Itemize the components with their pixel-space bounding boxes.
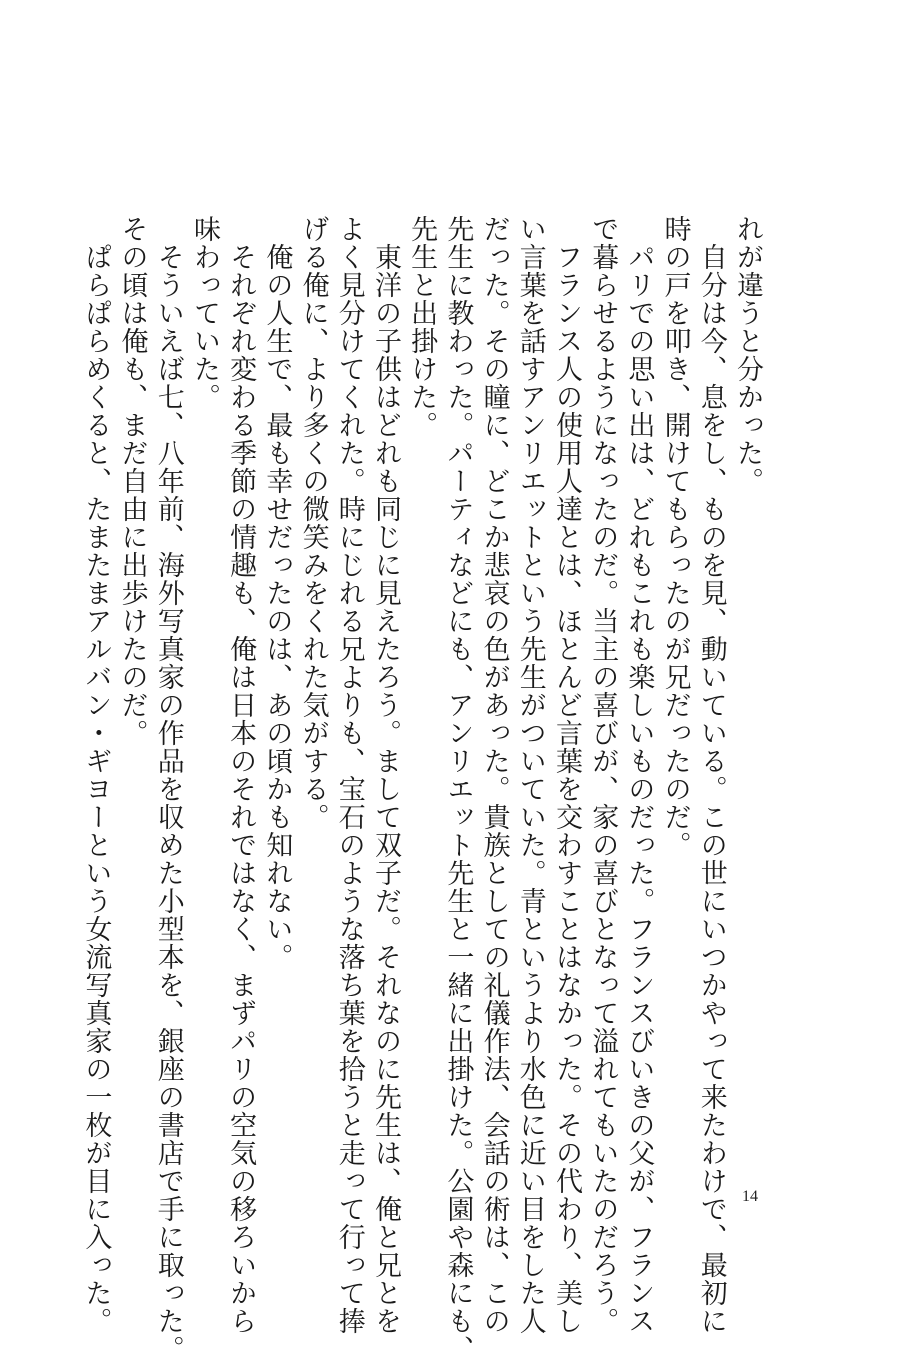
text-line: で暮らせるようになったのだ。当主の喜びが、家の喜びとなって溢れてもいたのだろう。: [587, 215, 619, 1335]
text-line: それぞれ変わる季節の情趣も、俺は日本のそれではなく、まずパリの空気の移ろいから: [225, 215, 257, 1335]
text-line: フランス人の使用人達とは、ほとんど言葉を交わすことはなかった。その代わり、美し: [550, 215, 582, 1335]
page-number: 14: [742, 1188, 758, 1205]
text-line: 先生に教わった。パーティなどにも、アンリエット先生と一緒に出掛けた。公園や森にも、: [442, 215, 474, 1363]
text-line: よく見分けてくれた。時にじれる兄よりも、宝石のような落ち葉を拾うと走って行って捧: [333, 215, 365, 1335]
text-line: い言葉を話すアンリエットという先生がついていた。青というより水色に近い目をした人: [514, 215, 546, 1335]
text-line: ぱらぱらめくると、たまたまアルバン・ギヨーという女流写真家の一枚が目に入った。: [80, 215, 112, 1335]
text-line: だった。その瞳に、どこか悲哀の色があった。貴族としての礼儀作法、会話の術は、この: [478, 215, 510, 1335]
text-line: そういえば七、八年前、海外写真家の作品を収めた小型本を、銀座の書店で手に取った。: [152, 215, 184, 1363]
text-line: 俺の人生で、最も幸せだったのは、あの頃かも知れない。: [261, 215, 293, 971]
text-line: その頃は俺も、まだ自由に出歩けたのだ。: [116, 215, 148, 747]
text-line: げる俺に、より多くの微笑みをくれた気がする。: [297, 215, 329, 831]
text-line: 先生と出掛けた。: [406, 215, 438, 439]
text-line: 自分は今、息をし、ものを見、動いている。この世にいつかやって来たわけで、最初に: [695, 215, 727, 1335]
text-line: 東洋の子供はどれも同じに見えたろう。まして双子だ。それなのに先生は、俺と兄とを: [369, 215, 401, 1335]
text-line: パリでの思い出は、どれもこれも楽しいものだった。フランスびいきの父が、フランス: [623, 215, 655, 1335]
text-line: 味わっていた。: [188, 215, 220, 411]
text-line: 時の戸を叩き、開けてもらったのが兄だったのだ。: [659, 215, 691, 859]
text-line: れが違うと分かった。: [732, 215, 763, 495]
